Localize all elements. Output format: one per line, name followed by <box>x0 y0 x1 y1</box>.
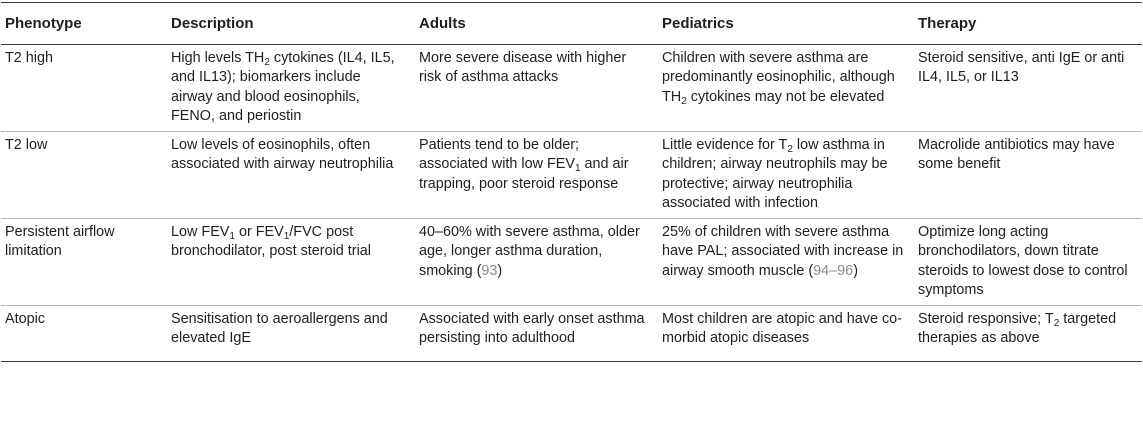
cell-pediatrics <box>658 44 914 131</box>
cell-text: Little evidence for T <box>662 136 788 153</box>
cell-text: High levels TH <box>171 49 265 66</box>
cell-text: More severe disease with higher risk of asthma attacks <box>419 49 627 85</box>
table-row <box>1 218 1142 305</box>
cell-adults <box>415 44 658 131</box>
table-row <box>1 44 1142 131</box>
cell-text: 40–60% with severe asthma, older age, longer asthma duration, smoking ( <box>419 223 640 279</box>
cell-text: targeted therapies as above <box>918 310 1117 346</box>
cell-therapy <box>914 305 1142 361</box>
cell-text: or FEV <box>234 223 284 240</box>
table-row <box>1 131 1142 218</box>
cell-text: Most children are atopic and have co-morbid atopic diseases <box>662 310 902 346</box>
cell-text: Children with severe asthma are predominantly eosinophilic, although TH <box>662 49 895 105</box>
header-pediatrics: Pediatrics <box>658 3 914 45</box>
cell-therapy <box>914 218 1142 305</box>
subscript: 2 <box>1053 317 1060 329</box>
cell-pediatrics <box>658 218 914 305</box>
subscript: 2 <box>787 143 793 155</box>
cell-text: Low FEV <box>171 223 230 240</box>
cell-text: Optimize long acting bronchodilators, down titrate steroids to lowest dose to control symptoms <box>918 223 1128 298</box>
cell-pediatrics <box>658 131 914 218</box>
cell-text: low asthma in children; airway neutrophils may be protective; airway neutrophilia associated with infection <box>662 136 888 211</box>
cell-text: Sensitisation to aeroallergens and elevated IgE <box>171 310 388 346</box>
cell-text: Associated with early onset asthma persisting into adulthood <box>419 310 645 346</box>
phenotype-table <box>1 2 1142 362</box>
cell-pediatrics <box>658 305 914 361</box>
subscript: 2 <box>681 95 687 107</box>
subscript: 1 <box>283 230 290 242</box>
header-row <box>1 3 1142 45</box>
cell-adults <box>415 305 658 361</box>
cell-text: 25% of children with severe asthma have PAL; associated with increase in airway smooth muscle ( <box>662 223 904 279</box>
cell-text: Macrolide antibiotics may have some benefit <box>918 136 1115 172</box>
subscript: 1 <box>229 230 235 242</box>
cell-text: Steroid responsive; T <box>918 310 1054 327</box>
cell-text: Low levels of eosinophils, often associated with airway neutrophilia <box>171 136 394 172</box>
subscript: 2 <box>264 56 270 68</box>
cell-description <box>167 44 415 131</box>
subscript: 1 <box>574 163 581 174</box>
cell-therapy <box>914 131 1142 218</box>
cell-description <box>167 218 415 305</box>
cell-text: ) <box>853 262 858 279</box>
cell-text: Steroid sensitive, anti IgE or anti IL4, IL5, or IL13 <box>918 49 1125 85</box>
cell-phenotype: T2 high <box>1 44 167 131</box>
cell-text: cytokines (IL4, IL5, and IL13); biomarkers include airway and blood eosinophils, FENO, and periostin <box>171 49 395 124</box>
cell-text: /FVC post bronchodilator, post steroid trial <box>171 223 371 259</box>
cell-description <box>167 131 415 218</box>
cell-text: ) <box>497 262 503 279</box>
header-description: Description <box>167 3 415 45</box>
header-phenotype: Phenotype <box>1 3 167 45</box>
header-adults: Adults <box>415 3 658 45</box>
cell-adults <box>415 131 658 218</box>
header-therapy: Therapy <box>914 3 1142 45</box>
cell-phenotype: Atopic <box>1 305 167 361</box>
cell-description <box>167 305 415 361</box>
cell-phenotype: T2 low <box>1 131 167 218</box>
cell-text: and air trapping, poor steroid response <box>419 156 629 192</box>
table-row <box>1 305 1142 361</box>
cell-therapy <box>914 44 1142 131</box>
cell-phenotype: Persistent airflow limitation <box>1 218 167 305</box>
reference-link[interactable]: 94–96 <box>813 262 854 279</box>
cell-adults <box>415 218 658 305</box>
cell-text: Patients tend to be older; associated with low FEV <box>419 136 580 172</box>
cell-text: cytokines may not be elevated <box>686 88 885 105</box>
reference-link[interactable]: 93 <box>481 262 498 279</box>
